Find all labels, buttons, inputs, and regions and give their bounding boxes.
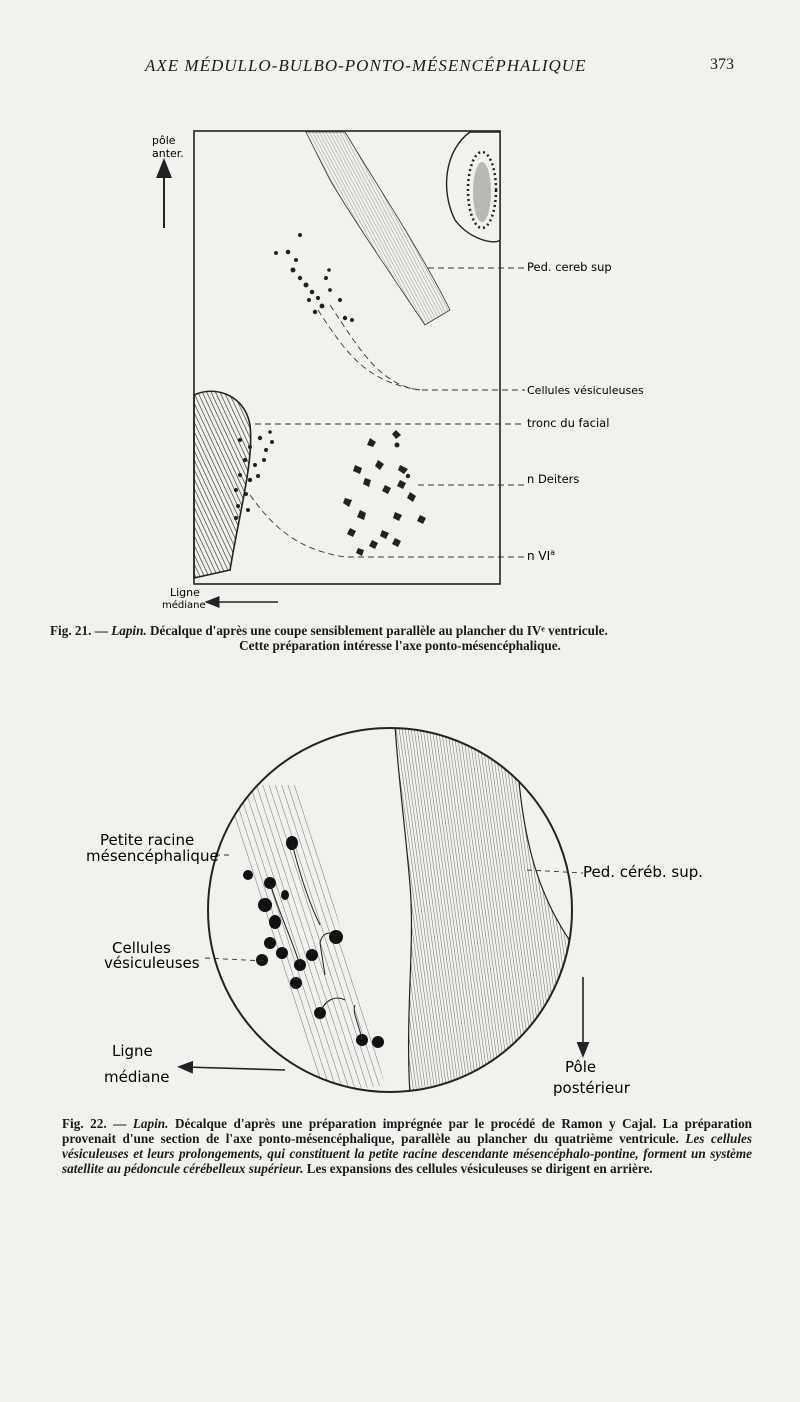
label-ped-cereb-sup: Ped. cereb sup (527, 260, 612, 274)
label-ligne: Ligne (112, 1042, 153, 1060)
deiters-nucleus-cells (343, 430, 426, 556)
fig22-caption-text-b: Les expansions des cellules vésiculeuses se dirigent en arrière. (306, 1161, 653, 1176)
page-number: 373 (710, 56, 734, 73)
leader-lines-21 (250, 268, 525, 557)
label-petite-racine: Petite racine (100, 831, 195, 849)
figure-21-caption (50, 623, 750, 653)
vesicular-cells-cluster (274, 233, 354, 322)
running-title: AXE MÉDULLO-BULBO-PONTO-MÉSENCÉPHALIQUE (145, 56, 587, 75)
fig22-caption-text-a: Décalque d'après une préparation imprégnée par le procédé de Ramon y Cajal. La préparation provenait d'une section de l'axe ponto-mésencéphalique, parallèle au plancher du quatrième ventricule. (62, 1116, 752, 1146)
ligne-mediane-arrow-22 (185, 1067, 285, 1070)
label-n-deiters: n Deiters (527, 472, 580, 486)
label-posterieur: postérieur (553, 1079, 630, 1097)
small-root-band (225, 785, 385, 1095)
pole-anter-label-2: anter. (152, 147, 184, 160)
fig21-caption-line1: Décalque d'après une coupe sensiblement parallèle au plancher du IVᵉ ventricule. (150, 623, 608, 638)
label-cellules: Cellules (112, 939, 171, 957)
label-vesiculeuses: vésiculeuses (104, 954, 200, 972)
label-cellules-vesiculeuses: Cellules vésiculeuses (527, 384, 644, 397)
figure-22 (0, 715, 800, 1115)
figure-21 (0, 120, 800, 620)
fig22-species: Lapin. (132, 1116, 169, 1131)
label-mesencephalique: mésencéphalique (86, 847, 219, 865)
peduncle-band-22 (395, 725, 580, 1095)
label-pole: Pôle (565, 1058, 597, 1076)
page-header (0, 56, 800, 80)
peduncle-band (306, 132, 450, 325)
pole-anter-label: pôle (152, 134, 176, 147)
label-tronc-du-facial: tronc du facial (527, 416, 610, 430)
ligne-mediane-label: Ligne (170, 586, 200, 599)
label-ped-cereb-sup-22: Ped. céréb. sup. (583, 863, 704, 881)
fig21-number: Fig. 21. — (50, 623, 108, 638)
ligne-mediane-label-2: médiane (162, 600, 206, 611)
medial-hatched-body (194, 391, 251, 578)
label-mediane: médiane (104, 1068, 170, 1086)
fig22-number: Fig. 22. — (62, 1116, 127, 1131)
figure-22-caption (62, 1116, 752, 1176)
label-n-vi: n $VI^a$ (527, 548, 556, 563)
fig21-species: Lapin. (111, 623, 147, 638)
fig21-caption-line2: Cette préparation intéresse l'axe ponto-mésencéphalique. (239, 638, 561, 653)
fig22-caption-italic: Les cellules vésiculeuses et leurs prolongements, qui constituent la petite racine descendante mésencéphalo-pontine, forment un système satellite au pédoncule cérébelleux supérieur. (62, 1131, 753, 1176)
